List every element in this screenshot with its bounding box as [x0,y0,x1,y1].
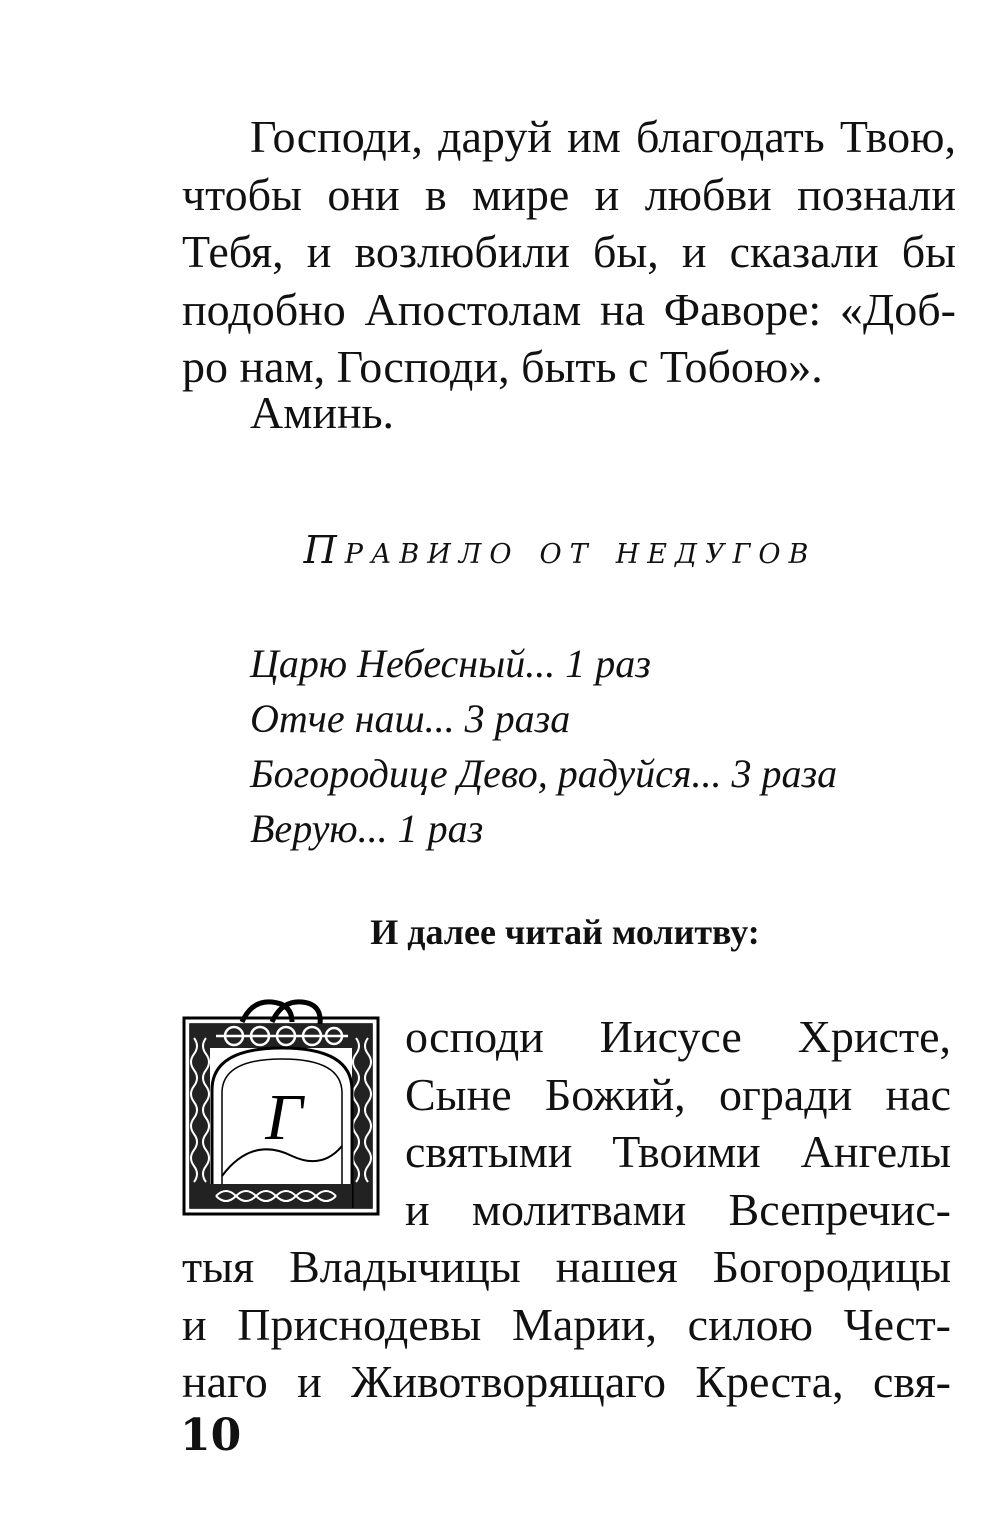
prayer-line: тыя Владычицы нашея Богородицы [182,1241,951,1292]
subheading: И далее читай молитву: [370,912,760,952]
paragraph-line: подобно Апостолам на Фаворе: «Доб- [182,283,956,335]
paragraph-line: Тебя, и возлюбили бы, и сказали бы [182,226,956,277]
prayer-line: Сыне Божий, огради нас [405,1068,951,1120]
paragraph-line: Господи, даруй им благодать Твою, [250,111,956,162]
paragraph-line: чтобы они в мире и любви познали [182,168,956,220]
rule-item: Верую... 1 раз [250,806,484,851]
rule-item: Отче наш... 3 раза [250,696,571,741]
page-number: 10 [180,1410,242,1461]
prayer-line: осподи Иисусе Христе, [405,1011,951,1062]
paragraph-line: ро нам, Господи, быть с Тобою». [182,341,823,392]
rule-item: Богородице Дево, радуйся... 3 раза [250,751,838,796]
rule-list [250,636,837,856]
ornamental-dropcap [182,998,380,1216]
prayer-line: наго и Животворящаго Креста, свя- [182,1356,951,1407]
dropcap-letter: Г [265,1081,303,1154]
section-title: Правило от недугов [303,528,817,572]
paragraph-top [182,108,956,396]
amen-text: Аминь. [250,387,395,438]
rule-item: Царю Небесный... 1 раз [250,641,651,686]
prayer-line: и молитвами Всепречис- [405,1183,951,1235]
prayer-body [182,1238,951,1411]
prayer-line: святыми Твоими Ангелы [405,1126,951,1177]
prayer-line: и Приснодевы Марии, силою Чест- [182,1298,951,1350]
prayer-opening [405,1008,951,1238]
